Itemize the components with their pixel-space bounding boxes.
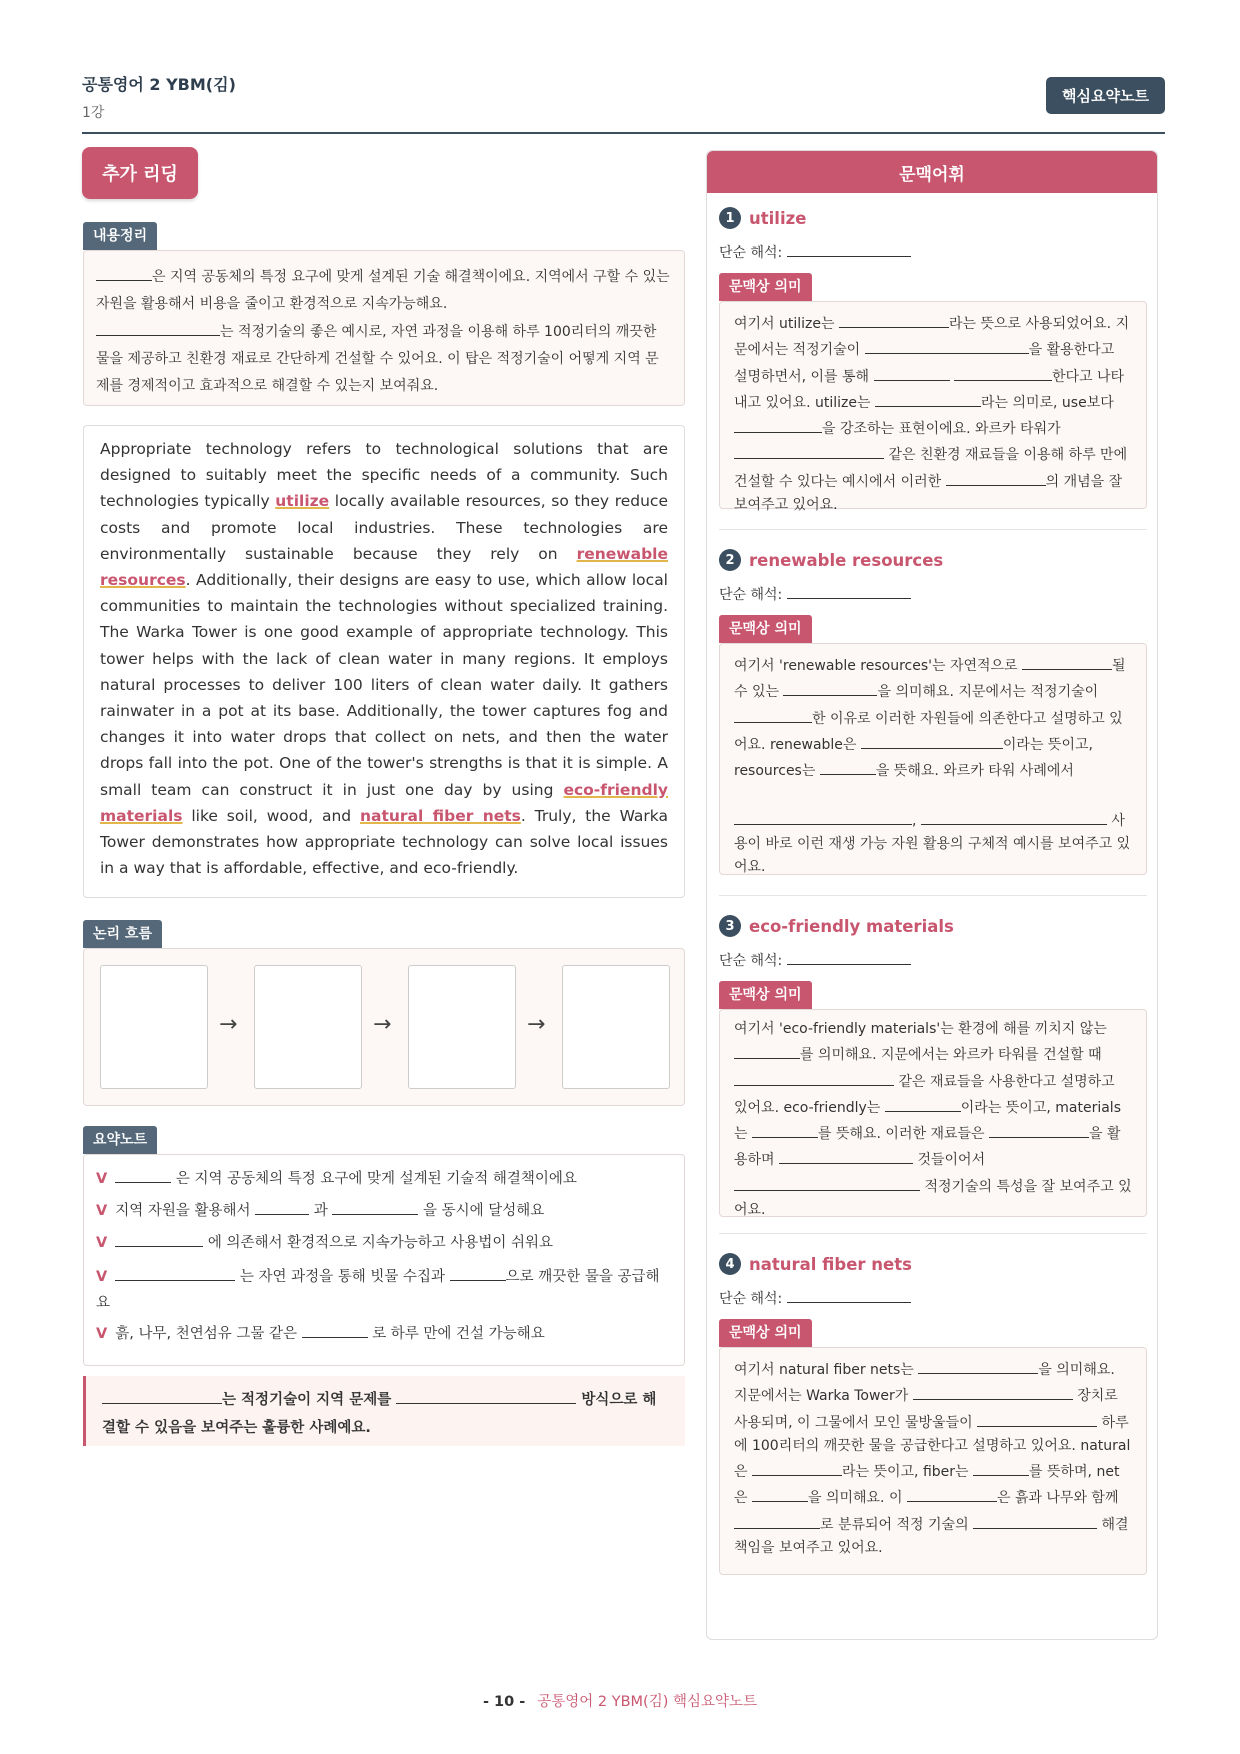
right-arrow-icon: → bbox=[527, 1012, 546, 1037]
page-header bbox=[82, 70, 1165, 134]
item-number-badge: 4 bbox=[719, 1253, 741, 1275]
highlight-utilize: utilize bbox=[275, 492, 330, 511]
memo-text: 은 지역 공동체의 특정 요구에 맞게 설계된 기술적 해결책이에요 bbox=[175, 1171, 577, 1187]
answer-blank[interactable] bbox=[787, 1285, 911, 1303]
lesson-label: 1강 bbox=[82, 105, 105, 121]
check-icon: V bbox=[96, 1171, 108, 1187]
highlight-eco-friendly-materials: eco-friendly materials bbox=[100, 780, 668, 825]
vocab-item-natural-fiber-nets bbox=[719, 1251, 1147, 1575]
document-title: 공통영어 2 YBM(김) bbox=[82, 75, 236, 94]
answer-blank[interactable] bbox=[96, 318, 220, 336]
answer-blank[interactable] bbox=[787, 239, 911, 257]
answer-blank[interactable] bbox=[921, 807, 1107, 825]
section-title-extra-reading: 추가 리딩 bbox=[82, 147, 198, 199]
answer-blank[interactable] bbox=[396, 1386, 576, 1404]
vocab-item-utilize bbox=[719, 205, 1147, 514]
answer-blank[interactable] bbox=[734, 441, 884, 459]
right-arrow-icon: → bbox=[373, 1012, 392, 1037]
context-meaning-box: 여기서 natural fiber nets는 을 의미해요. 지문에서는 Warka Tower가 장치로 사용되며, 이 그물에서 모인 물방울들이 하루에 100리터의 깨끗한 물을 공급한다고 설명하고 있어요. natural은 라는 뜻이고, fiber는 를 뜻하며, net은 을 의미해요. 이 은 흙과 나무와 함께 로 분류되어 적정 기술의 해결책임을 보여주고 있어요. bbox=[719, 1347, 1147, 1575]
item-number-badge: 1 bbox=[719, 207, 741, 229]
reading-text: . Additionally, their designs are easy to use, which allow local communities to maintain the technologies without specialized training. The Warka Tower is one good example of appropriate technology. This tower helps with the lack of clean water in many regions. It employs natural processes to deliver 100 liters of clean water daily. It gathers rainwater in a pot at its base. Additionally, the tower captures fog and changes it into water drops that collect on nets, and then the water drops fall into the pot. One of the tower's strengths is that it is simple. A small team can construct it in just one day by using bbox=[100, 571, 668, 799]
memo-line bbox=[96, 1263, 672, 1316]
memo-text: 는 자연 과정을 통해 빗물 수집과 bbox=[239, 1269, 445, 1285]
memo-text: 로 하루 만에 건설 가능해요 bbox=[372, 1326, 545, 1342]
flow-step-box[interactable] bbox=[100, 965, 208, 1089]
answer-blank[interactable] bbox=[734, 1068, 894, 1086]
answer-blank[interactable] bbox=[332, 1197, 418, 1215]
answer-blank[interactable] bbox=[787, 947, 911, 965]
item-number-badge: 3 bbox=[719, 915, 741, 937]
answer-blank[interactable] bbox=[973, 1511, 1097, 1529]
logic-flow-box bbox=[83, 948, 685, 1106]
conclusion-text: 는 적정기술이 지역 문제를 bbox=[222, 1392, 392, 1408]
answer-blank[interactable] bbox=[734, 415, 822, 433]
memo-text: 흙, 나무, 천연섬유 그물 같은 bbox=[115, 1326, 297, 1342]
memo-line bbox=[96, 1227, 672, 1259]
check-icon: V bbox=[96, 1203, 108, 1219]
answer-blank[interactable] bbox=[302, 1320, 368, 1338]
vocab-word: utilize bbox=[749, 208, 807, 228]
conclusion-text: 방식으로 해결할 수 있음을 보여주는 훌륭한 사례예요. bbox=[102, 1392, 657, 1436]
answer-blank[interactable] bbox=[973, 1458, 1029, 1476]
highlight-natural-fiber-nets: natural fiber nets bbox=[359, 806, 521, 825]
content-summary-tag: 내용정리 bbox=[83, 222, 157, 250]
answer-blank[interactable] bbox=[1022, 652, 1112, 670]
answer-blank[interactable] bbox=[839, 310, 949, 328]
flow-step-box[interactable] bbox=[562, 965, 670, 1089]
highlight-renewable-resources: renewable resources bbox=[100, 544, 668, 590]
answer-blank[interactable] bbox=[115, 1263, 235, 1281]
answer-blank[interactable] bbox=[875, 389, 981, 407]
answer-blank[interactable] bbox=[752, 1458, 842, 1476]
reading-passage bbox=[83, 425, 685, 898]
vocabulary-panel-title: 문맥어휘 bbox=[707, 151, 1157, 193]
divider bbox=[719, 1233, 1147, 1234]
answer-blank[interactable] bbox=[954, 363, 1052, 381]
simple-translation: 단순 해석: bbox=[719, 581, 1147, 603]
logic-flow-tag: 논리 흐름 bbox=[83, 920, 162, 948]
check-icon: V bbox=[96, 1235, 108, 1251]
context-meaning-tag: 문맥상 의미 bbox=[719, 981, 812, 1009]
memo-text: 지역 자원을 활용해서 bbox=[115, 1203, 251, 1219]
answer-blank[interactable] bbox=[885, 1094, 961, 1112]
divider bbox=[719, 895, 1147, 896]
conclusion-box bbox=[83, 1376, 685, 1446]
check-icon: V bbox=[96, 1269, 108, 1285]
flow-step-box[interactable] bbox=[408, 965, 516, 1089]
answer-blank[interactable] bbox=[989, 1120, 1089, 1138]
check-icon: V bbox=[96, 1326, 108, 1342]
memo-text: 과 bbox=[313, 1203, 328, 1219]
context-meaning-box: 여기서 utilize는 라는 뜻으로 사용되었어요. 지문에서는 적정기술이 을 활용한다고 설명하면서, 이를 통해 한다고 나타내고 있어요. utilize는 라는 의미로, use보다 을 강조하는 표현이에요. 와르카 타워가 같은 친환경 재료들을 이용해 하루 만에 건설할 수 있다는 예시에서 이러한 의 개념을 잘 보여주고 있어요. bbox=[719, 301, 1147, 509]
answer-blank[interactable] bbox=[96, 263, 152, 281]
summary-note-badge: 핵심요약노트 bbox=[1046, 77, 1165, 114]
answer-blank[interactable] bbox=[946, 468, 1046, 486]
answer-blank[interactable] bbox=[752, 1484, 808, 1502]
answer-blank[interactable] bbox=[752, 1120, 818, 1138]
memo-line bbox=[96, 1195, 672, 1227]
reading-text: locally available resources, so they reduce costs and promote local industries. These technologies are environmentally sustainable because they rely on bbox=[100, 492, 668, 563]
memo-text: 을 동시에 달성해요 bbox=[422, 1203, 545, 1219]
vocab-word: natural fiber nets bbox=[749, 1254, 912, 1274]
answer-blank[interactable] bbox=[779, 1146, 913, 1164]
right-arrow-icon: → bbox=[219, 1012, 238, 1037]
memo-line bbox=[96, 1318, 672, 1350]
summary-paragraph-1: 은 지역 공동체의 특정 요구에 맞게 설계된 기술 해결책이에요. 지역에서 구할 수 있는 자원을 활용해서 비용을 줄이고 환경적으로 지속가능해요. bbox=[96, 269, 670, 312]
answer-blank[interactable] bbox=[820, 757, 876, 775]
item-number-badge: 2 bbox=[719, 549, 741, 571]
answer-blank[interactable] bbox=[734, 1173, 920, 1191]
footer-title: 공통영어 2 YBM(김) 핵심요약노트 bbox=[537, 1694, 758, 1710]
answer-blank[interactable] bbox=[918, 1356, 1038, 1374]
simple-translation: 단순 해석: bbox=[719, 1285, 1147, 1307]
context-meaning-tag: 문맥상 의미 bbox=[719, 615, 812, 643]
reading-text: . Truly, the Warka Tower demonstrates how appropriate technology can solve local issues in a way that is affordable, effective, and eco-friendly. bbox=[100, 806, 668, 878]
context-meaning-tag: 문맥상 의미 bbox=[719, 273, 812, 301]
simple-translation: 단순 해석: bbox=[719, 239, 1147, 261]
vocab-word: renewable resources bbox=[749, 550, 944, 570]
answer-blank[interactable] bbox=[787, 581, 911, 599]
reading-text: like soil, wood, and bbox=[182, 806, 360, 825]
page-number: - 10 - bbox=[482, 1694, 526, 1710]
answer-blank[interactable] bbox=[734, 807, 912, 825]
answer-blank[interactable] bbox=[450, 1263, 506, 1281]
summary-memo-box bbox=[83, 1154, 685, 1366]
answer-blank[interactable] bbox=[255, 1197, 309, 1215]
divider bbox=[719, 529, 1147, 530]
answer-blank[interactable] bbox=[913, 1382, 1073, 1400]
memo-text: 에 의존해서 환경적으로 지속가능하고 사용법이 쉬워요 bbox=[207, 1235, 554, 1251]
answer-blank[interactable] bbox=[734, 1041, 800, 1059]
context-meaning-box: 여기서 'renewable resources'는 자연적으로 될 수 있는 을 의미해요. 지문에서는 적정기술이 한 이유로 이러한 자원들에 의존한다고 설명하고 있어요. renewable은 이라는 뜻이고, resources는 을 뜻해요. 와르카 타워 사례에서 , 사용이 바로 이런 재생 가능 자원 활용의 구체적 예시를 보여주고 있어요. bbox=[719, 643, 1147, 875]
vocab-item-eco-friendly-materials bbox=[719, 913, 1147, 1217]
page-footer bbox=[0, 1690, 1240, 1711]
answer-blank[interactable] bbox=[115, 1229, 203, 1247]
summary-memo-tag: 요약노트 bbox=[83, 1126, 157, 1154]
answer-blank[interactable] bbox=[865, 336, 1029, 354]
context-meaning-box: 여기서 'eco-friendly materials'는 환경에 해를 끼치지 않는 를 의미해요. 지문에서는 와르카 타워를 건설할 때 같은 재료들을 사용한다고 설명하고 있어요. eco-friendly는 이라는 뜻이고, materials는 를 뜻해요. 이러한 재료들은 을 활용하며 것들이어서 적정기술의 특성을 잘 보여주고 있어요. bbox=[719, 1009, 1147, 1217]
answer-blank[interactable] bbox=[115, 1165, 171, 1183]
answer-blank[interactable] bbox=[734, 1511, 820, 1529]
vocab-word: eco-friendly materials bbox=[749, 916, 954, 936]
simple-translation: 단순 해석: bbox=[719, 947, 1147, 969]
answer-blank[interactable] bbox=[907, 1484, 997, 1502]
answer-blank[interactable] bbox=[102, 1386, 222, 1404]
context-meaning-tag: 문맥상 의미 bbox=[719, 1319, 812, 1347]
memo-text: 으로 깨끗한 물을 공급해요 bbox=[96, 1269, 660, 1311]
answer-blank[interactable] bbox=[783, 678, 877, 696]
vocab-item-renewable-resources bbox=[719, 547, 1147, 875]
answer-blank[interactable] bbox=[874, 363, 950, 381]
context-vocabulary-panel bbox=[706, 150, 1158, 1640]
reading-text: Appropriate technology refers to technological solutions that are designed to suitably meet the specific needs of a community. Such technologies typically bbox=[100, 440, 668, 511]
summary-paragraph-2: 는 적정기술의 좋은 예시로, 자연 과정을 이용해 하루 100리터의 깨끗한 물을 제공하고 친환경 재료로 간단하게 건설할 수 있어요. 이 탑은 적정기술이 어떻게 지역 문제를 경제적이고 효과적으로 해결할 수 있는지 보여줘요. bbox=[96, 324, 659, 394]
flow-step-box[interactable] bbox=[254, 965, 362, 1089]
memo-line bbox=[96, 1163, 672, 1195]
answer-blank[interactable] bbox=[861, 731, 1003, 749]
answer-blank[interactable] bbox=[977, 1409, 1097, 1427]
answer-blank[interactable] bbox=[734, 705, 812, 723]
content-summary-box bbox=[83, 250, 685, 406]
